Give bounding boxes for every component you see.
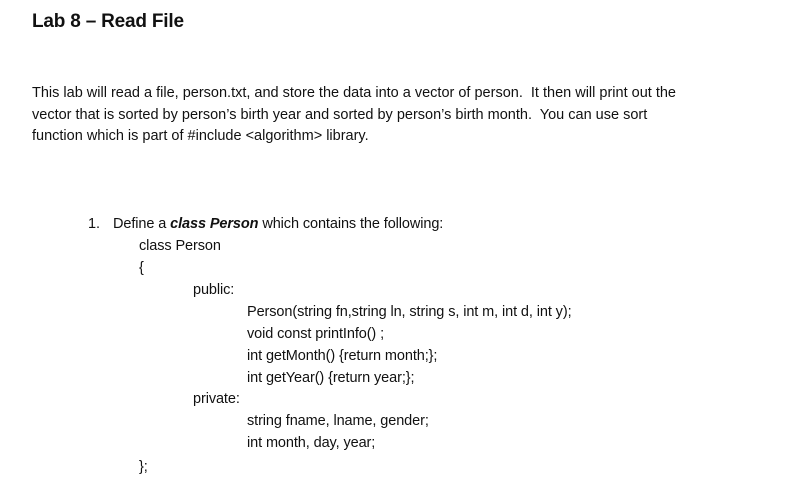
step-number: 1. xyxy=(88,216,100,232)
code-private-member: string fname, lname, gender; xyxy=(247,413,429,429)
code-close-brace: }; xyxy=(139,459,148,475)
code-private-label: private: xyxy=(193,391,240,407)
intro-line: This lab will read a file, person.txt, and store the data into a vector of person. It then will print out the xyxy=(32,85,676,101)
code-public-label: public: xyxy=(193,282,235,298)
code-private-member: int month, day, year; xyxy=(247,435,376,451)
step-emphasis: class Person xyxy=(170,216,259,232)
code-public-member: void const printInfo() ; xyxy=(247,326,385,342)
page-title: Lab 8 – Read File xyxy=(32,11,184,32)
step-prefix: Define a xyxy=(113,216,171,232)
code-public-member: int getYear() {return year;}; xyxy=(247,370,415,386)
intro-line: function which is part of #include <algorithm> library. xyxy=(32,128,369,144)
step-instruction xyxy=(113,215,443,233)
code-public-member: Person(string fn,string ln, string s, int m, int d, int y); xyxy=(247,304,572,320)
intro-paragraph xyxy=(32,83,772,148)
code-open-brace: { xyxy=(139,260,144,276)
step-suffix: which contains the following: xyxy=(258,216,444,232)
code-class-declaration: class Person xyxy=(139,238,221,254)
intro-line: vector that is sorted by person’s birth year and sorted by person’s birth month. You can use sort xyxy=(32,106,648,123)
code-public-member: int getMonth() {return month;}; xyxy=(247,348,438,364)
